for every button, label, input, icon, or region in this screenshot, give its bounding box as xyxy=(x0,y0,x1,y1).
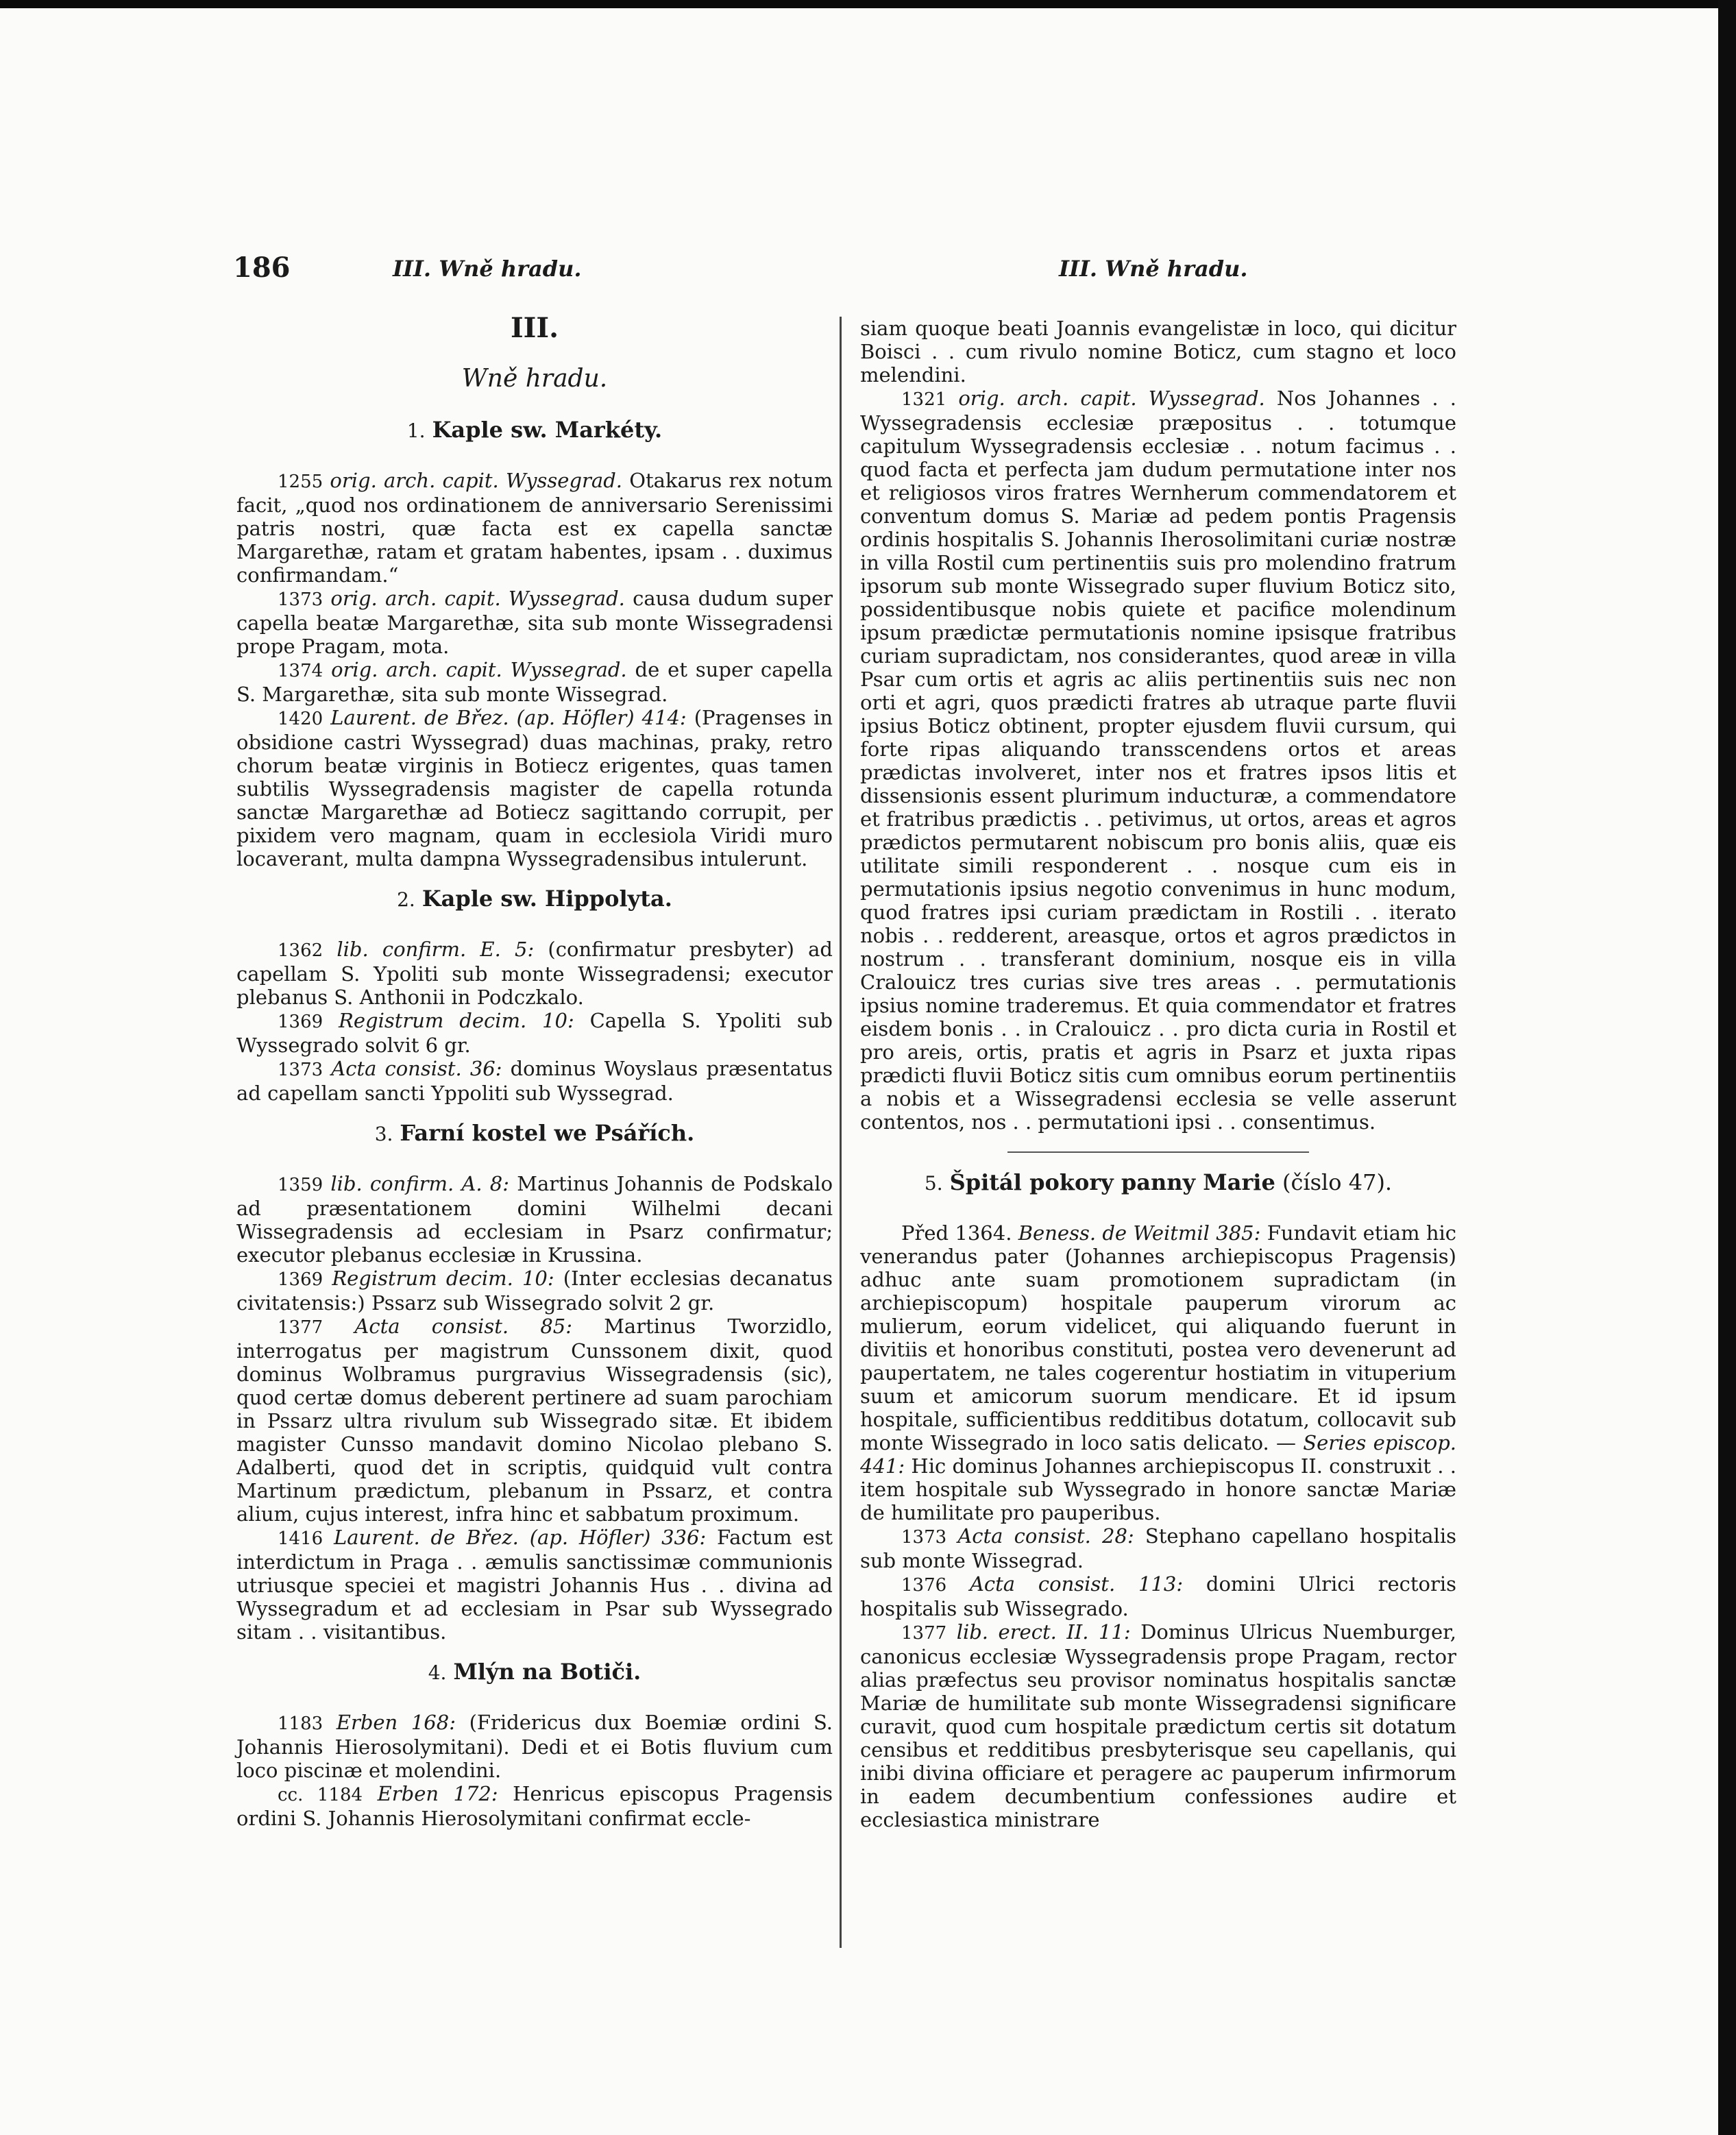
entry-year: 1255 xyxy=(278,472,323,492)
running-title-left: III. Wně hradu. xyxy=(393,256,582,282)
entry xyxy=(236,1526,833,1644)
entry-text: domini Ulrici rectoris hospitalis sub Wissegrado. xyxy=(860,1572,1456,1620)
entry-text: Stephano capellano hospitalis sub monte Wissegrad. xyxy=(860,1524,1457,1572)
entry xyxy=(860,387,1456,1134)
entry xyxy=(236,1172,833,1267)
section-note: (číslo 47). xyxy=(1275,1169,1393,1195)
entry-source: lib. confirm. A. 8: xyxy=(330,1172,510,1195)
entry-text: Nos Johannes . . Wyssegradensis ecclesiæ præpositus . . totumque capitulum Wyssegradensis ecclesiæ . . notum facimus . . quod facta et perfecta jam dudum permutatione inter nos et religiosos viros fratres Wernherum commendatorem et conventum domus S. Mariæ ad pedem pontis Pragensis ordinis hospitalis S. Johannis Iherosolimitani curiæ nostræ in villa Rostil cum pertinentiis suis pro molendino fratrum ipsorum sub monte Wissegrado super fluvium Boticz sito, possidentibusque nobis quiete et pacifice molendinum ipsum prædictæ permutationis nomine ipsisque fratribus curiam supradictam, nos considerantes, quod areæ in villa Psar cum ortis et agris ac aliis pertinentiis suis nec non orti et agri, quos prædicti fratres ab utraque parte fluvii ipsius Boticz obtinent, propter ejusdem fluvii cursum, qui forte ripas aliquando transscendens ortos et areas prædictas involveret, inter nos et fratres ipsos litis et dissensionis essent plurimum inducturæ, a commendatore et fratribus prædictis . . petivimus, ut ortos, areas et agros prædictos permutarent nobiscum pro bonis aliis, quæ eis utilitate simili responderent . . nosque cum eis in permutationis ipsius negotio convenimus in hunc modum, quod fratres ipsi curiam prædictam in Rostili . . iterato nobis . . redderent, areasque, ortos et agros prædictos in nostrum . . transferant dominium, nosque eis in villa Cralouicz tres curias sive tres areas . . permutationis ipsius nomine traderemus. Et quia commendator et fratres eisdem bonis . . in Cralouicz . . pro dicta curia in Rostil et pro areis, ortis, pratis et agris in Psarz et juxta ripas prædicti fluvii Boticz sitis cum omnibus eorum pertinentiis a nobis et a Wissegradensi ecclesia se velle asserunt contentos, nos . . permutationi ipsi . . consentimus. xyxy=(860,387,1457,1134)
right-column xyxy=(860,317,1456,1831)
entry-text: Henricus episcopus Pragensis ordini S. Johannis Hierosolymitani confirmat eccle- xyxy=(236,1782,833,1830)
entry-text-secondary: Hic dominus Johannes archiepiscopus II. construxit . . item hospitale sub Wyssegrado in honore sanctæ Mariæ de humilitate pro pauperibus. xyxy=(860,1454,1456,1524)
entry-source: Registrum decim. 10: xyxy=(339,1009,574,1032)
running-head xyxy=(233,252,1474,293)
section-title: Mlýn na Botiči. xyxy=(453,1659,641,1685)
entry-text: (Inter ecclesias decanatus civitatensis:) Pssarz sub Wissegrado solvit 2 gr. xyxy=(236,1267,833,1315)
entry-source: lib. erect. II. 11: xyxy=(956,1620,1131,1644)
entry-year: 1321 xyxy=(901,389,947,410)
part-title: Wně hradu. xyxy=(461,365,608,393)
book-page xyxy=(0,8,1718,2135)
entry-text: dominus Woyslaus præsentatus ad capellam sancti Yppoliti sub Wyssegrad. xyxy=(236,1057,833,1105)
entry-text: (Fridericus dux Boemiæ ordini S. Johannis Hierosolymitani). Dedi et ei Botis fluvium cum loco piscinæ et molendini. xyxy=(236,1711,833,1782)
section-number: 2. xyxy=(397,888,415,911)
entry-year: 1377 xyxy=(278,1317,323,1338)
entry-year: 1369 xyxy=(278,1012,323,1032)
entry-source: Beness. de Weitmil 385: xyxy=(1018,1221,1261,1245)
entry xyxy=(860,1524,1456,1572)
section-number: 4. xyxy=(428,1661,447,1684)
entry-text: Fundavit etiam hic venerandus pater (Johannes archiepiscopus Pragensis) adhuc ante suam promotionem supradictam (in archiepiscopum) hospitale pauperum virorum ac mulierum, eorum videlicet, qui aliquando fuerunt in divitiis et honoribus constituti, postea vero devenerunt ad paupertatem, ne tales cogerentur hostiatim in vituperium suum et amicorum suorum mendicare. Et id ipsum hospitale, sufficientibus redditibus dotatum, collocavit sub monte Wissegrado in loco satis delicato. — xyxy=(860,1221,1457,1454)
entry-text: Capella S. Ypoliti sub Wyssegrado solvit 6 gr. xyxy=(236,1009,833,1057)
entry-text: Martinus Tworzidlo, interrogatus per magistrum Cunssonem dixit, quod dominus Wolbramus purgravius Wissegradensis (sic), quod certæ domus deberent pertinere ad suam parochiam in Pssarz ultra rivulum sub Wissegrado sitæ. Et ibidem magister Cunsso mandavit domino Nicolao plebano S. Adalberti, quod det in scriptis, quidquid vult contra Martinum prædictum, plebanum in Pssarz, et contra alium, cujus interest, infra hinc et sabbatum proximum. xyxy=(236,1315,833,1526)
entry xyxy=(236,938,833,1009)
entry xyxy=(860,1572,1456,1620)
entry-year: 1359 xyxy=(278,1175,323,1195)
entry-source: orig. arch. capit. Wyssegrad. xyxy=(958,387,1265,410)
entry xyxy=(236,469,833,587)
entry-year: Před 1364. xyxy=(901,1221,1012,1245)
entry-year: 1362 xyxy=(278,940,323,961)
scan-edge-right xyxy=(1718,0,1736,2135)
entry xyxy=(236,1057,833,1105)
entry-year: 1377 xyxy=(901,1623,947,1644)
part-number: III. xyxy=(510,312,559,344)
entry-text: Dominus Ulricus Nuemburger, canonicus ecclesiæ Wyssegradensis prope Pragam, rector alias præfectus seu provisor nominatus hospitalis sanctæ Mariæ de humilitate sub monte Wissegradensi significare curavit, quod cum hospitale prædictum certis sit dotatum censibus et redditibus presbyterisque seu capellanis, qui inibi divina officiare et peragere ac pauperum infirmorum in eadem decumbentium confessiones audire et ecclesiastica ministrare xyxy=(860,1620,1457,1831)
entry-source: Erben 172: xyxy=(377,1782,498,1805)
entry xyxy=(236,1009,833,1057)
entry xyxy=(236,1315,833,1526)
entry-year: 1374 xyxy=(278,661,323,681)
section-heading xyxy=(236,418,833,443)
entry-year: 1373 xyxy=(278,1060,323,1080)
entry-source: Erben 168: xyxy=(336,1711,456,1734)
entry-source: Acta consist. 28: xyxy=(957,1524,1134,1548)
section-title: Kaple sw. Hippolyta. xyxy=(421,886,672,912)
entry-year: 1373 xyxy=(278,589,323,610)
entry-continuation: siam quoque beati Joannis evangelistæ in loco, qui dicitur Boisci . . cum rivulo nomine Boticz, cum stagno et loco melendini. xyxy=(860,317,1456,387)
section-heading xyxy=(236,1121,833,1146)
section-number: 3. xyxy=(374,1123,393,1145)
section-title: Farní kostel we Psářích. xyxy=(400,1120,695,1146)
entry xyxy=(236,1782,833,1830)
entry-source: Laurent. de Břez. (ap. Höfler) 414: xyxy=(330,706,687,729)
entry-text: (confirmatur presbyter) ad capellam S. Ypoliti sub monte Wissegradensi; executor plebanus S. Anthonii in Podczkalo. xyxy=(236,938,833,1009)
entry-source: Registrum decim. 10: xyxy=(332,1267,554,1290)
entry-source: Acta consist. 113: xyxy=(969,1572,1184,1596)
entry xyxy=(236,1711,833,1782)
entry xyxy=(236,706,833,870)
entry xyxy=(860,1620,1456,1831)
entry-year: 1369 xyxy=(278,1269,323,1290)
entry-text: Factum est interdictum in Praga . . æmulis sanctissimæ communionis utriusque speciei et magistri Johannis Hus . . divina ad Wyssegradum et ad ecclesiam in Psar sub Wyssegrado sitam . . visitantibus. xyxy=(236,1526,833,1644)
section-number: 5. xyxy=(924,1172,943,1195)
left-column xyxy=(236,312,833,1830)
entry-source: Laurent. de Břez. (ap. Höfler) 336: xyxy=(333,1526,707,1549)
entry xyxy=(236,587,833,658)
section-heading xyxy=(860,1171,1456,1195)
entry-source: Acta consist. 85: xyxy=(354,1315,572,1338)
entry-source: orig. arch. capit. Wyssegrad. xyxy=(330,587,625,610)
entry-year: 1376 xyxy=(901,1575,947,1596)
entry xyxy=(236,658,833,706)
entry-text: Martinus Johannis de Podskalo ad præsentationem domini Wilhelmi decani Wissegradensis ad ecclesiam in Psarz confirmatur; executor plebanus ecclesiæ in Krussina. xyxy=(236,1172,833,1267)
page-number: 186 xyxy=(233,252,291,284)
scan-edge-top xyxy=(0,0,1736,8)
entry-text: de et super capella S. Margarethæ, sita sub monte Wissegrad. xyxy=(236,658,833,706)
entry-text: causa dudum super capella beatæ Margarethæ, sita sub monte Wissegradensi prope Pragam, mota. xyxy=(236,587,833,658)
entry-year: 1420 xyxy=(278,709,323,729)
entry-year: 1373 xyxy=(901,1527,947,1548)
running-title-right: III. Wně hradu. xyxy=(1059,256,1248,282)
entry-text: Otakarus rex notum facit, „quod nos ordinationem de anniversario Serenissimi patris nostri, quæ facta est ex capella sanctæ Margarethæ, ratam et gratam habentes, ipsam . . duximus confirmandam.“ xyxy=(236,469,833,587)
entry-source-secondary: Series episcop. 441: xyxy=(860,1431,1457,1478)
entry-year: cc. 1184 xyxy=(278,1785,363,1805)
section-divider xyxy=(1007,1151,1309,1153)
entry xyxy=(860,1221,1456,1524)
entry-source: orig. arch. capit. Wyssegrad. xyxy=(330,469,622,492)
section-number: 1. xyxy=(406,419,426,442)
entry xyxy=(236,1267,833,1315)
entry-year: 1183 xyxy=(278,1713,323,1734)
entry-year: 1416 xyxy=(278,1528,323,1549)
section-heading xyxy=(236,887,833,912)
entry-source: lib. confirm. E. 5: xyxy=(337,938,535,961)
section-title: Kaple sw. Markéty. xyxy=(432,417,663,443)
entry-source: orig. arch. capit. Wyssegrad. xyxy=(331,658,627,681)
entry-source: Acta consist. 36: xyxy=(331,1057,502,1080)
section-heading xyxy=(236,1660,833,1685)
entry-text: (Pragenses in obsidione castri Wyssegrad) duas machinas, praky, retro chorum beatæ virginis in Botiecz erigentes, quas tamen subtilis Wyssegradensis magister de capella rotunda sanctæ Margarethæ ad Botiecz sagittando corrupit, per pixidem vero magnam, quam in ecclesiola Viridi muro locaverant, multa dampna Wyssegradensibus intulerunt. xyxy=(236,706,833,870)
section-title: Špitál pokory panny Marie xyxy=(949,1169,1275,1195)
column-rule xyxy=(840,317,842,1948)
